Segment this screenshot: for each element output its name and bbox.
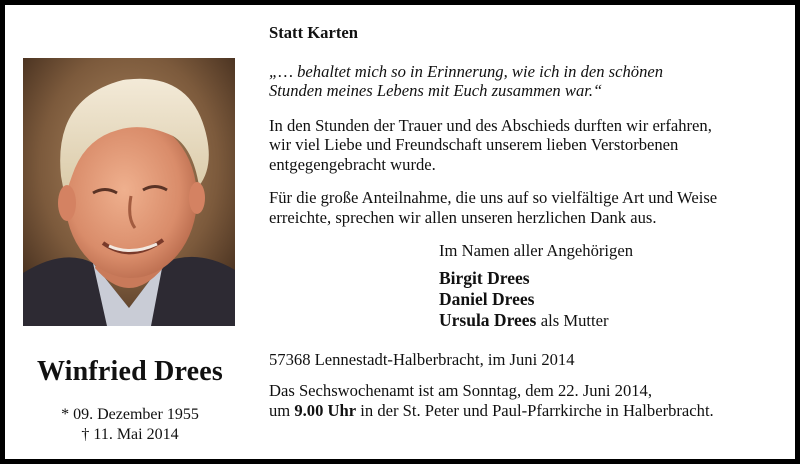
service-text: um — [269, 400, 295, 420]
portrait-photo-icon — [23, 58, 235, 326]
service-line: Das Sechswochenamt ist am Sonntag, dem 22. Juni 2014, — [269, 381, 652, 400]
obituary-text — [269, 23, 781, 420]
service-notice — [269, 381, 781, 420]
signer-relation: als Mutter — [540, 310, 609, 330]
life-dates — [15, 405, 245, 445]
signature-name — [439, 268, 781, 289]
signer-name: Birgit Drees — [439, 267, 530, 288]
paragraph-line: entgegengebracht wurde. — [269, 154, 436, 174]
header-title: Statt Karten — [269, 23, 358, 42]
service-text: in der St. Peter und Paul-Pfarrkirche in Halberbracht. — [356, 400, 714, 420]
place-date: 57368 Lennestadt-Halberbracht, im Juni 2014 — [269, 349, 575, 369]
deceased-name: Winfried Drees — [36, 356, 224, 387]
portrait-photo — [23, 58, 235, 326]
death-date: † 11. Mai 2014 — [81, 426, 179, 443]
paragraph-line: Für die große Anteilnahme, die uns auf so vielfältige Art und Weise — [269, 188, 718, 207]
service-line — [269, 401, 781, 421]
quote-line: „… behaltet mich so in Erinnerung, wie ich in den schönen — [269, 61, 664, 81]
service-time: 9.00 Uhr — [294, 400, 357, 420]
signature-intro: Im Namen aller Angehörigen — [439, 241, 633, 260]
quote-line: Stunden meines Lebens mit Euch zusammen war.“ — [269, 81, 603, 100]
quote — [269, 62, 781, 101]
signer-name: Ursula Drees — [439, 309, 537, 330]
paragraph-line: In den Stunden der Trauer und des Abschieds durften wir erfahren, — [269, 115, 712, 135]
thanks-paragraph-1 — [269, 116, 781, 175]
birth-date: * 09. Dezember 1955 — [61, 406, 199, 423]
signer-name: Daniel Drees — [439, 288, 535, 309]
signature-name — [439, 289, 781, 310]
thanks-paragraph-2 — [269, 188, 781, 227]
paragraph-line: erreichte, sprechen wir allen unseren herzlichen Dank aus. — [269, 207, 657, 227]
signature-block — [269, 241, 781, 331]
paragraph-line: wir viel Liebe und Freundschaft unserem lieben Verstorbenen — [269, 135, 679, 154]
signature-name — [439, 310, 781, 331]
